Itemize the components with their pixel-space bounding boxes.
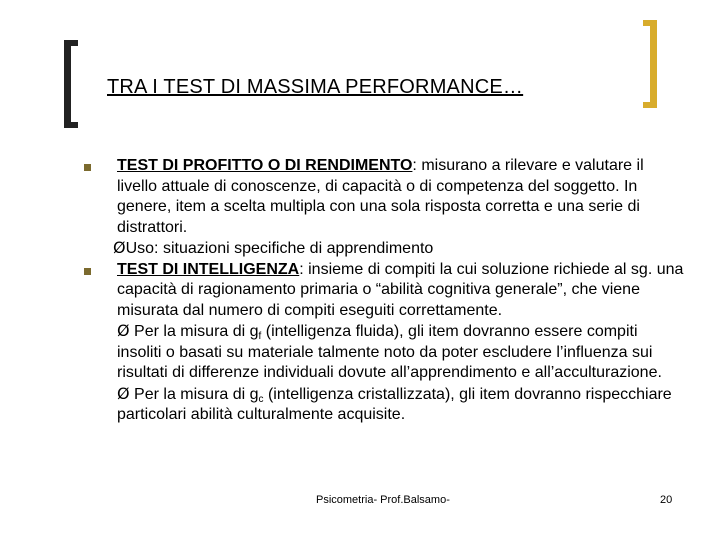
page-number: 20 bbox=[660, 494, 673, 506]
arrow-icon: Ø bbox=[113, 238, 126, 257]
sub-item-text: (intelligenza fluida), gli item dovranno essere compiti insoliti o basati su materiale talmente noto da poter escludere l’influenza sui risultati di differenze individuali dovute all’apprendimento e all’acculturazione. bbox=[117, 323, 662, 381]
sub-item-text: (intelligenza cristallizzata), gli item dovranno rispecchiare particolari abilità culturalmente acquisite. bbox=[117, 385, 672, 423]
item-lead: TEST DI PROFITTO O DI RENDIMENTO bbox=[117, 157, 413, 174]
arrow-icon: Ø bbox=[117, 383, 130, 403]
item-lead: TEST DI INTELLIGENZA bbox=[117, 260, 300, 278]
subscript: c bbox=[258, 393, 264, 405]
list-item-profitto bbox=[84, 156, 684, 260]
item-text: : insieme di compiti la cui soluzione richiede al sg. una capacità di ragionamento primaria o “abilità cognitiva generale”, che viene misurata dal numero di compiti eseguiti correttamente. bbox=[117, 260, 684, 319]
footer-author: Psicometria- Prof.Balsamo- bbox=[316, 494, 450, 506]
bullet-icon bbox=[84, 268, 91, 275]
slide-title: TRA I TEST DI MASSIMA PERFORMANCE… bbox=[107, 76, 524, 98]
sub-item bbox=[117, 321, 684, 384]
item-text: : misurano a rilevare e valutare il livello attuale di conoscenze, di capacità o di competenza del soggetto. In genere, item a scelta multipla con una sola risposta corretta e una serie di distrattori. bbox=[117, 157, 644, 236]
subscript: f bbox=[258, 331, 262, 342]
arrow-icon: Ø bbox=[117, 321, 130, 340]
sub-item bbox=[113, 238, 684, 260]
slide-body bbox=[84, 156, 684, 426]
sub-item-text: Per la misura di g bbox=[129, 385, 259, 403]
sub-item bbox=[117, 384, 684, 426]
list-item-intelligenza bbox=[84, 260, 684, 426]
sub-item-text: Per la misura di g bbox=[129, 323, 259, 340]
sub-item-text: Uso: situazioni specifiche di apprendimento bbox=[125, 240, 434, 257]
bullet-icon bbox=[84, 164, 91, 171]
